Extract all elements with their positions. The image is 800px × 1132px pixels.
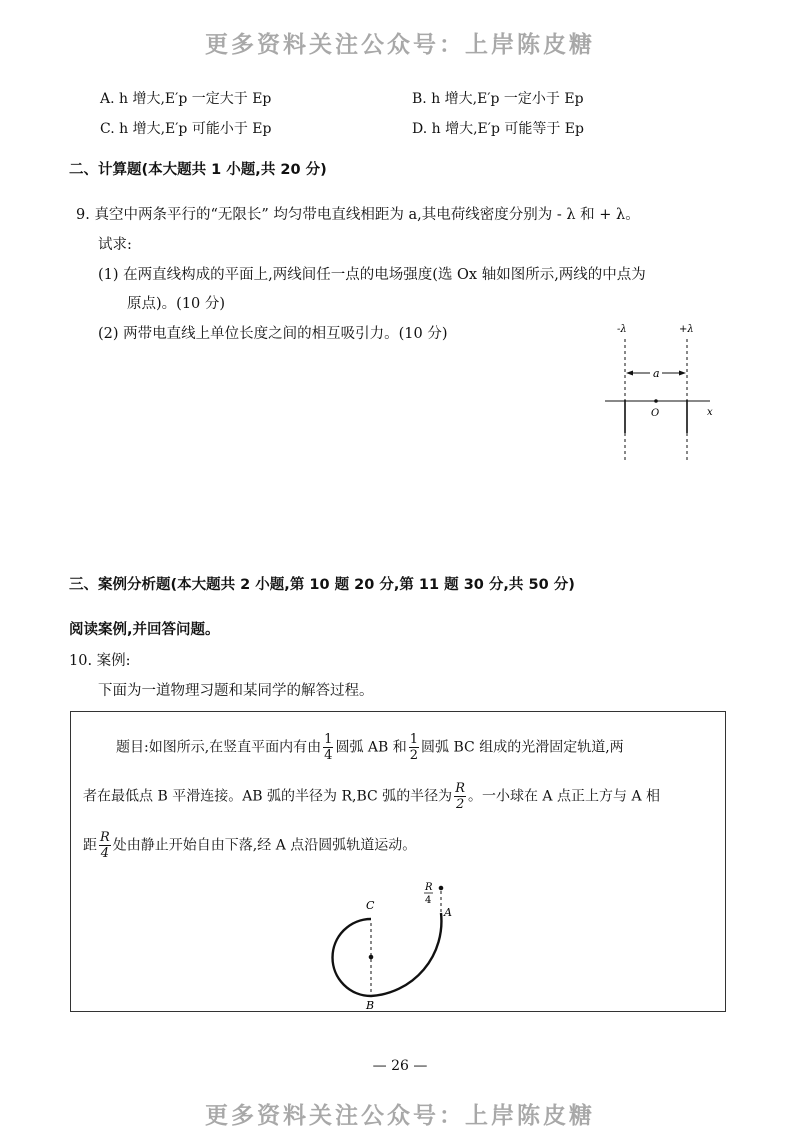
circular-track-figure — [321, 877, 471, 1012]
case-paragraph-line1 — [116, 732, 624, 763]
fraction-denominator: 2 — [409, 748, 419, 763]
fraction-numerator: 1 — [324, 732, 333, 747]
q9-sub1-line2: 原点)。(10 分) — [127, 296, 226, 312]
case-box — [70, 711, 726, 1012]
fraction-r-over-2 — [454, 781, 466, 812]
q10-intro: 下面为一道物理习题和某同学的解答过程。 — [98, 683, 374, 699]
fraction-r-over-4 — [99, 830, 111, 861]
label-x: x — [707, 407, 713, 418]
label-r-denominator: 4 — [425, 895, 432, 906]
fraction-denominator: 4 — [324, 748, 333, 763]
track-arc — [333, 913, 442, 996]
label-origin: O — [651, 408, 660, 419]
q9-line1: 9. 真空中两条平行的“无限长” 均匀带电直线相距为 a,其电荷线密度分别为 - λ 和 + λ。 — [76, 207, 640, 223]
fraction-denominator: 2 — [455, 797, 465, 812]
option-a: A. h 增大,E′p 一定大于 Ep — [100, 91, 272, 107]
arrowhead-right-icon — [679, 371, 686, 376]
arrowhead-left-icon — [626, 371, 633, 376]
case-text-segment: 距 — [83, 837, 97, 854]
section2-heading: 二、计算题(本大题共 1 小题,共 20 分) — [69, 162, 327, 178]
section3-heading: 三、案例分析题(本大题共 2 小题,第 10 题 20 分,第 11 题 30 分,共 50 分) — [69, 577, 575, 593]
label-neg-lambda: -λ — [617, 324, 627, 335]
option-d: D. h 增大,E′p 可能等于 Ep — [412, 121, 584, 137]
case-text-segment: 者在最低点 B 平滑连接。AB 弧的半径为 R,BC 弧的半径为 — [83, 788, 453, 805]
fraction-quarter — [323, 732, 333, 763]
watermark-top: 更多资料关注公众号：上岸陈皮糖 — [205, 32, 595, 58]
label-c: C — [366, 899, 375, 912]
case-paragraph-line3 — [83, 830, 416, 861]
q10-label: 10. 案例: — [69, 653, 131, 669]
label-pos-lambda: +λ — [679, 324, 694, 335]
origin-dot — [654, 399, 658, 403]
option-c: C. h 增大,E′p 可能小于 Ep — [100, 121, 272, 137]
fraction-numerator: 1 — [409, 732, 419, 747]
case-text-segment: 处由静止开始自由下落,经 A 点沿圆弧轨道运动。 — [112, 837, 417, 854]
case-text-segment: 圆弧 AB 和 — [335, 739, 407, 756]
watermark-bottom: 更多资料关注公众号：上岸陈皮糖 — [205, 1103, 595, 1129]
fraction-numerator: R — [100, 830, 110, 845]
option-b: B. h 增大,E′p 一定小于 Ep — [412, 91, 584, 107]
label-a: a — [653, 367, 660, 380]
case-text-segment: 。一小球在 A 点正上方与 A 相 — [467, 788, 661, 805]
label-r-numerator: R — [425, 882, 433, 893]
q9-sub1-line1: (1) 在两直线构成的平面上,两线间任一点的电场强度(选 Ox 轴如图所示,两线的中点为 — [98, 267, 646, 283]
section3-instruction: 阅读案例,并回答问题。 — [69, 622, 220, 638]
bc-center-dot — [369, 955, 374, 960]
case-text-segment: 圆弧 BC 组成的光滑固定轨道,两 — [421, 739, 624, 756]
two-line-charges-figure — [600, 315, 730, 465]
label-b: B — [366, 999, 375, 1012]
q9-line2: 试求: — [98, 237, 132, 253]
fraction-numerator: R — [455, 781, 465, 796]
label-a-point: A — [444, 906, 452, 919]
fraction-half — [409, 732, 419, 763]
case-text-segment: 题目:如图所示,在竖直平面内有由 — [116, 739, 322, 756]
case-paragraph-line2 — [83, 781, 660, 812]
page-number: — 26 — — [372, 1058, 428, 1074]
q9-sub2: (2) 两带电直线上单位长度之间的相互吸引力。(10 分) — [98, 326, 448, 342]
fraction-denominator: 4 — [100, 846, 110, 861]
ball-start-dot — [439, 886, 444, 891]
